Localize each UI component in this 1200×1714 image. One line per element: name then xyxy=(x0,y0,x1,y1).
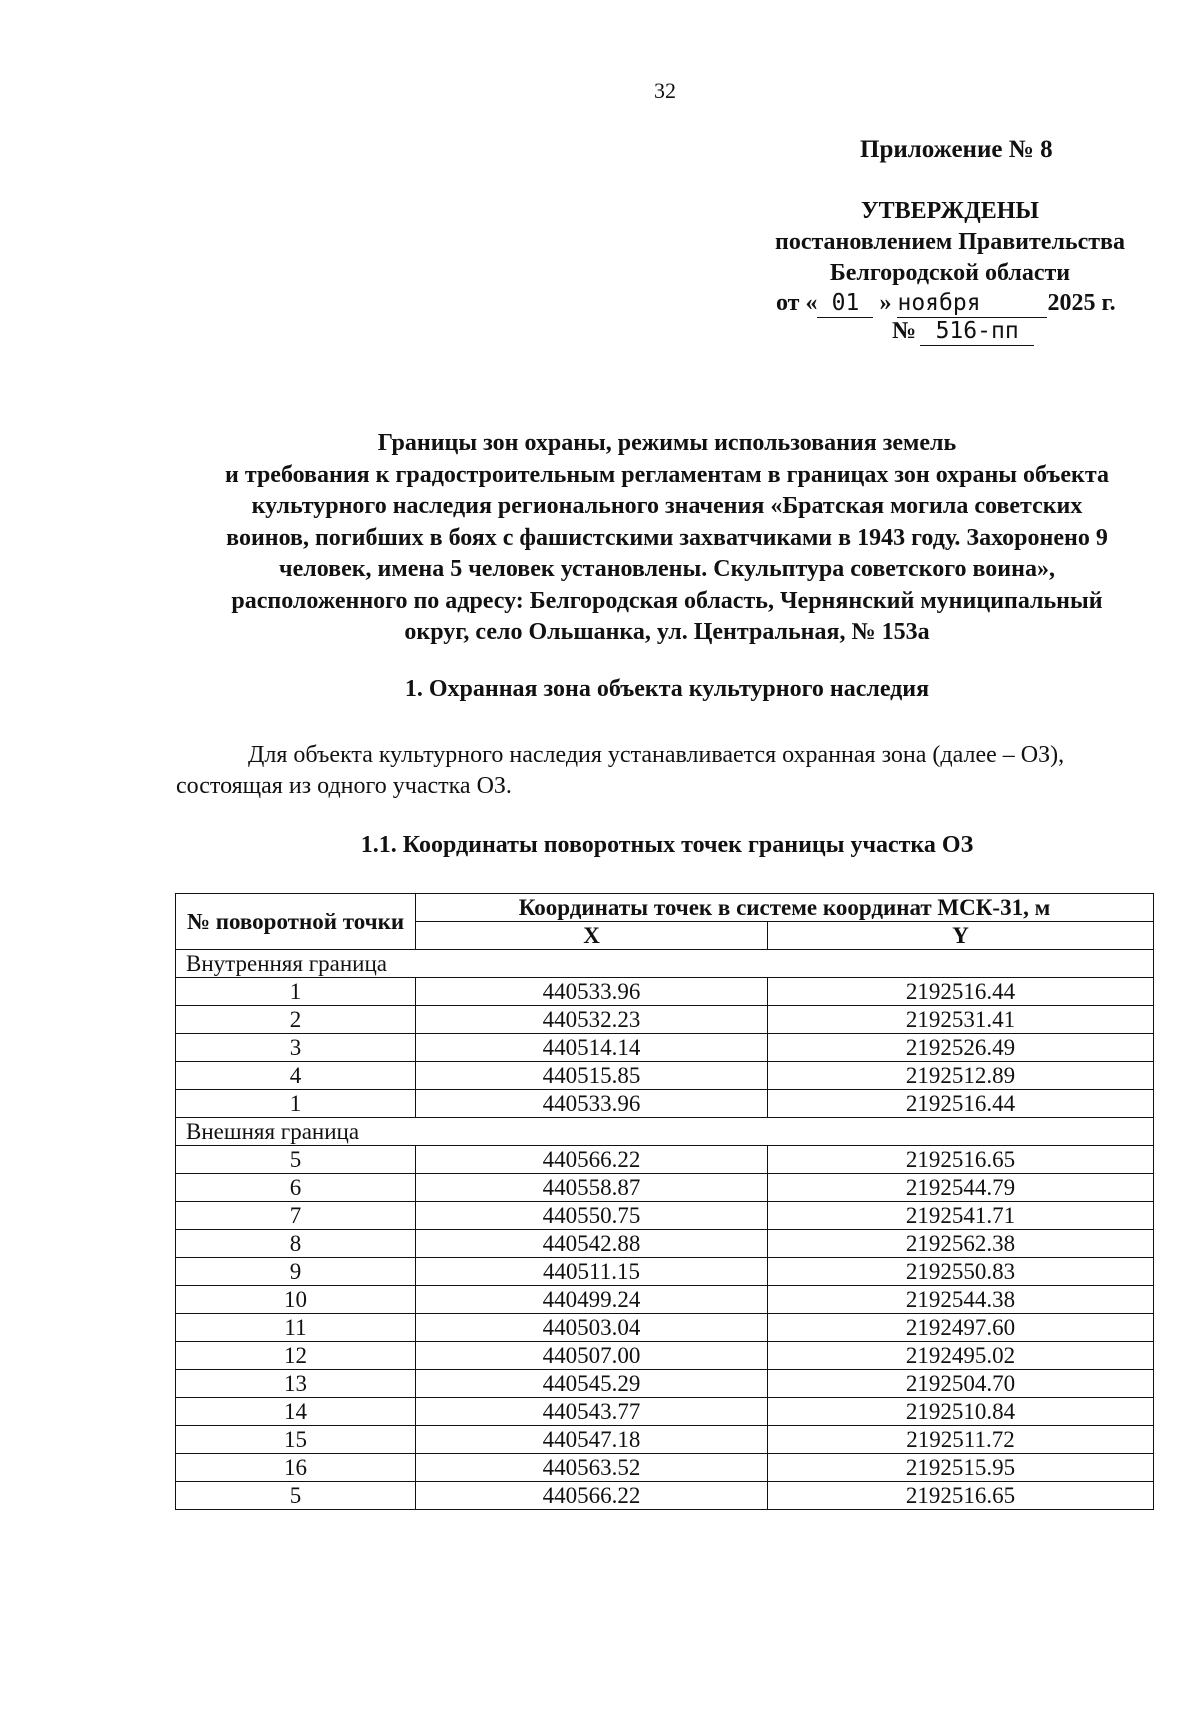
coord-y: 2192495.02 xyxy=(768,1342,1154,1370)
table-row xyxy=(176,1090,1154,1118)
paragraph-line: состоящая из одного участка ОЗ. xyxy=(176,773,512,799)
approval-date xyxy=(776,290,1116,318)
coord-y: 2192516.65 xyxy=(768,1482,1154,1510)
coord-y: 2192510.84 xyxy=(768,1398,1154,1426)
table-row xyxy=(176,1202,1154,1230)
title-line: воинов, погибших в боях с фашистскими захватчиками в 1943 году. Захоронено 9 xyxy=(226,524,1108,551)
table-row xyxy=(176,1342,1154,1370)
coord-x: 440566.22 xyxy=(416,1146,768,1174)
coord-y: 2192544.79 xyxy=(768,1174,1154,1202)
coord-x: 440515.85 xyxy=(416,1062,768,1090)
coord-x: 440566.22 xyxy=(416,1482,768,1510)
coord-y: 2192497.60 xyxy=(768,1314,1154,1342)
zone-paragraph xyxy=(176,740,1166,802)
group-label-inner: Внутренняя граница xyxy=(176,950,1154,978)
appendix-label: Приложение № 8 xyxy=(860,136,1053,163)
coord-y: 2192526.49 xyxy=(768,1034,1154,1062)
coord-y: 2192512.89 xyxy=(768,1062,1154,1090)
coord-x: 440532.23 xyxy=(416,1006,768,1034)
number-value: 516-пп xyxy=(935,318,1019,344)
point-number: 8 xyxy=(176,1230,416,1258)
date-mid: » xyxy=(879,290,892,316)
table-row xyxy=(176,1286,1154,1314)
title-line: Границы зон охраны, режимы использования земель xyxy=(377,430,957,456)
approval-number xyxy=(892,318,1034,346)
title-line: культурного наследия регионального значения «Братская могила советских xyxy=(251,493,1083,519)
table-row xyxy=(176,1258,1154,1286)
table-row xyxy=(176,1398,1154,1426)
table-row xyxy=(176,1006,1154,1034)
coord-y: 2192504.70 xyxy=(768,1370,1154,1398)
coord-x: 440507.00 xyxy=(416,1342,768,1370)
coord-x: 440542.88 xyxy=(416,1230,768,1258)
coord-x: 440533.96 xyxy=(416,1090,768,1118)
page-number: 32 xyxy=(654,78,676,103)
coord-y: 2192516.44 xyxy=(768,978,1154,1006)
coord-x: 440543.77 xyxy=(416,1398,768,1426)
header-coordinates: Координаты точек в системе координат МСК-31, м xyxy=(416,894,1154,922)
coord-y: 2192531.41 xyxy=(768,1006,1154,1034)
coord-x: 440558.87 xyxy=(416,1174,768,1202)
point-number: 5 xyxy=(176,1482,416,1510)
coord-y: 2192511.72 xyxy=(768,1426,1154,1454)
table-row xyxy=(176,1174,1154,1202)
header-y: Y xyxy=(768,922,1154,950)
date-prefix: от « xyxy=(776,290,818,316)
title-line: расположенного по адресу: Белгородская область, Чернянский муниципальный xyxy=(231,587,1103,614)
approval-line: Белгородской области xyxy=(829,260,1071,286)
table-row xyxy=(176,978,1154,1006)
table-row xyxy=(176,1426,1154,1454)
point-number: 6 xyxy=(176,1174,416,1202)
number-prefix: № xyxy=(892,318,917,344)
point-number: 3 xyxy=(176,1034,416,1062)
date-month: ноября xyxy=(897,290,981,316)
date-year: 2025 г. xyxy=(1047,290,1116,316)
point-number: 4 xyxy=(176,1062,416,1090)
point-number: 10 xyxy=(176,1286,416,1314)
group-label-outer: Внешняя граница xyxy=(176,1118,1154,1146)
table-row xyxy=(176,1370,1154,1398)
subsection-heading: 1.1. Координаты поворотных точек границы участка ОЗ xyxy=(360,832,974,858)
title-line: и требования к градостроительным регламентам в границах зон охраны объекта xyxy=(225,461,1109,488)
approval-line: УТВЕРЖДЕНЫ xyxy=(861,198,1039,224)
header-point-number: № поворотной точки xyxy=(176,894,416,950)
table-row xyxy=(176,1062,1154,1090)
point-number: 11 xyxy=(176,1314,416,1342)
date-day: 01 xyxy=(831,290,860,316)
coord-x: 440514.14 xyxy=(416,1034,768,1062)
approval-block xyxy=(730,196,1170,289)
coord-y: 2192515.95 xyxy=(768,1454,1154,1482)
paragraph-line: Для объекта культурного наследия устанавливается охранная зона (далее – ОЗ), xyxy=(248,742,1065,768)
coord-x: 440511.15 xyxy=(416,1258,768,1286)
table-row xyxy=(176,1454,1154,1482)
coord-x: 440545.29 xyxy=(416,1370,768,1398)
coord-y: 2192562.38 xyxy=(768,1230,1154,1258)
point-number: 14 xyxy=(176,1398,416,1426)
table-row xyxy=(176,1034,1154,1062)
point-number: 2 xyxy=(176,1006,416,1034)
coord-x: 440533.96 xyxy=(416,978,768,1006)
point-number: 16 xyxy=(176,1454,416,1482)
section-heading: 1. Охранная зона объекта культурного наследия xyxy=(404,676,930,702)
coord-y: 2192516.65 xyxy=(768,1146,1154,1174)
coord-y: 2192544.38 xyxy=(768,1286,1154,1314)
coord-x: 440503.04 xyxy=(416,1314,768,1342)
coordinates-table xyxy=(175,893,1154,1510)
table-row xyxy=(176,1146,1154,1174)
point-number: 1 xyxy=(176,1090,416,1118)
table-row xyxy=(176,1230,1154,1258)
point-number: 1 xyxy=(176,978,416,1006)
table-row xyxy=(176,1314,1154,1342)
document-title xyxy=(172,428,1162,649)
table-row xyxy=(176,1482,1154,1510)
title-line: округ, село Ольшанка, ул. Центральная, № 153а xyxy=(404,619,930,645)
point-number: 13 xyxy=(176,1370,416,1398)
point-number: 12 xyxy=(176,1342,416,1370)
coord-x: 440550.75 xyxy=(416,1202,768,1230)
point-number: 15 xyxy=(176,1426,416,1454)
coord-x: 440563.52 xyxy=(416,1454,768,1482)
point-number: 5 xyxy=(176,1146,416,1174)
coord-x: 440499.24 xyxy=(416,1286,768,1314)
header-x: X xyxy=(416,922,768,950)
point-number: 9 xyxy=(176,1258,416,1286)
title-line: человек, имена 5 человек установлены. Скульптура советского воина», xyxy=(279,556,1055,582)
approval-line: постановлением Правительства xyxy=(774,229,1125,255)
coord-x: 440547.18 xyxy=(416,1426,768,1454)
point-number: 7 xyxy=(176,1202,416,1230)
coord-y: 2192516.44 xyxy=(768,1090,1154,1118)
coord-y: 2192541.71 xyxy=(768,1202,1154,1230)
coord-y: 2192550.83 xyxy=(768,1258,1154,1286)
